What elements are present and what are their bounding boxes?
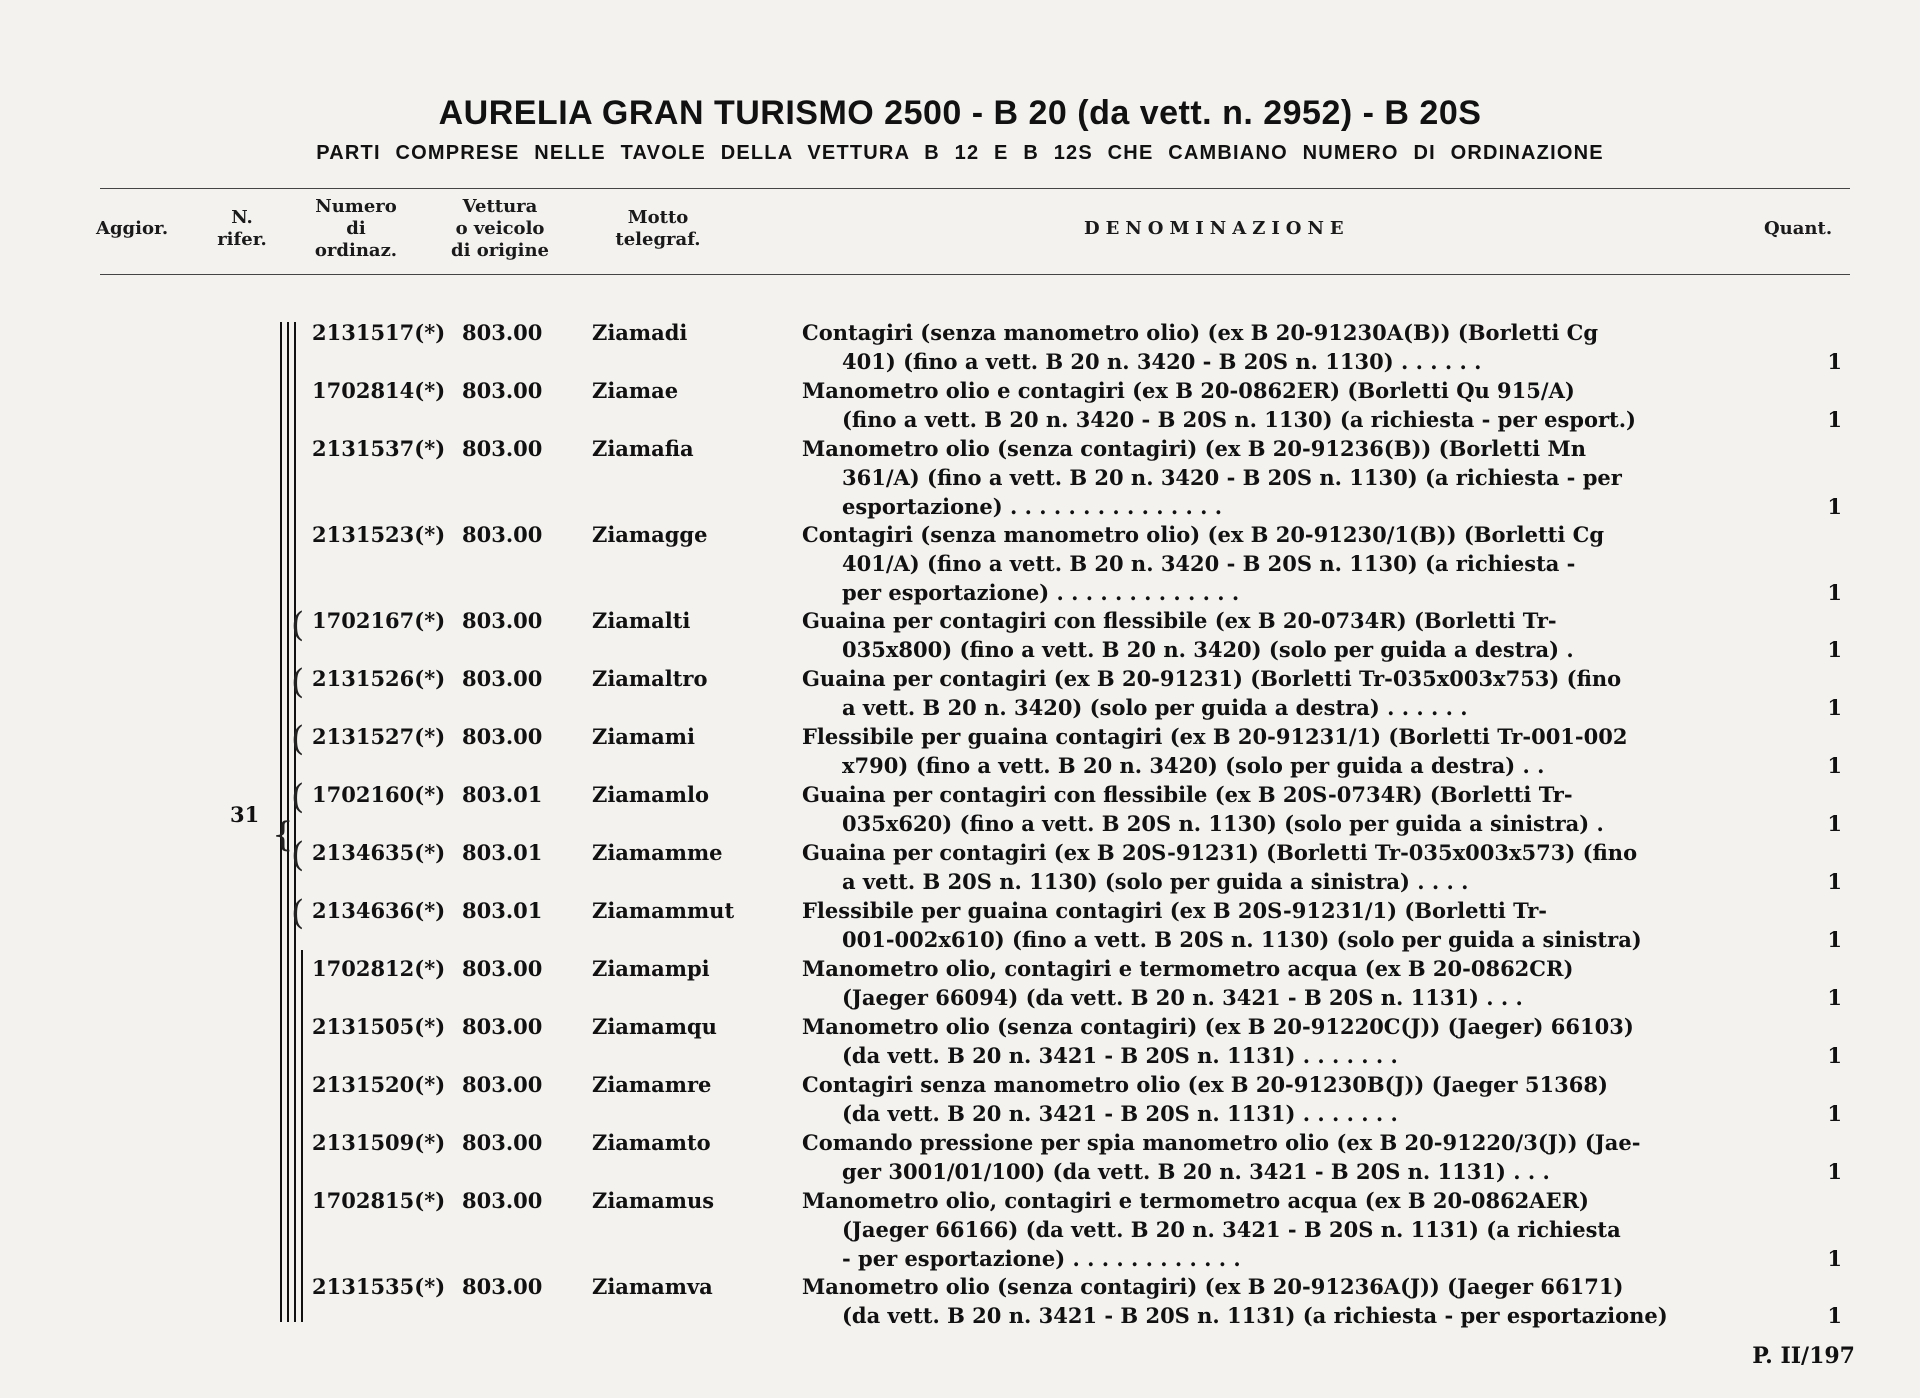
description-line: 401) (fino a vett. B 20 n. 3420 - B 20S n. 1130) . . . . . . bbox=[842, 349, 1482, 374]
telegraph-code: Ziamalti bbox=[592, 608, 691, 633]
order-number: 2131520(*) bbox=[312, 1072, 446, 1097]
description bbox=[802, 954, 1768, 1012]
vehicle-origin: 803.00 bbox=[462, 320, 543, 345]
quantity: 1 bbox=[1827, 349, 1842, 374]
description-line: (da vett. B 20 n. 3421 - B 20S n. 1131) . . . . . . . bbox=[842, 1101, 1398, 1126]
group-brace: ( bbox=[291, 835, 305, 875]
col-vettura-line2: o veicolo bbox=[455, 218, 545, 239]
description-line: Guaina per contagiri con flessibile (ex B 20-0734R) (Borletti Tr- bbox=[802, 608, 1557, 633]
description bbox=[802, 1128, 1768, 1186]
description-line: (fino a vett. B 20 n. 3420 - B 20S n. 1130) (a richiesta - per esport.) bbox=[842, 407, 1636, 432]
quantity: 1 bbox=[1827, 637, 1842, 662]
description-line: 401/A) (fino a vett. B 20 n. 3420 - B 20S n. 1130) (a richiesta - bbox=[842, 551, 1576, 576]
page-number: P. II/197 bbox=[1752, 1343, 1855, 1369]
col-denominazione: DENOMINAZIONE bbox=[1084, 218, 1350, 239]
col-vettura bbox=[432, 196, 568, 262]
col-motto-line2: telegraf. bbox=[615, 229, 701, 250]
description-line: Guaina per contagiri (ex B 20S-91231) (Borletti Tr-035x003x573) (fino bbox=[802, 840, 1638, 865]
quantity: 1 bbox=[1827, 1159, 1842, 1184]
vehicle-origin: 803.01 bbox=[462, 782, 543, 807]
quantity: 1 bbox=[1827, 1043, 1842, 1068]
order-number: 1702812(*) bbox=[312, 956, 446, 981]
description bbox=[802, 722, 1768, 780]
col-motto-line1: Motto bbox=[627, 207, 689, 228]
telegraph-code: Ziamampi bbox=[592, 956, 710, 981]
description-line: - per esportazione) . . . . . . . . . . . . bbox=[842, 1246, 1241, 1271]
description-line: Contagiri (senza manometro olio) (ex B 20-91230/1(B)) (Borletti Cg bbox=[802, 522, 1605, 547]
telegraph-code: Ziamammut bbox=[592, 898, 735, 923]
description-line: Manometro olio (senza contagiri) (ex B 20-91236(B)) (Borletti Mn bbox=[802, 436, 1586, 461]
description-line: a vett. B 20 n. 3420) (solo per guida a destra) . . . . . . bbox=[842, 695, 1468, 720]
quantity: 1 bbox=[1827, 1101, 1842, 1126]
telegraph-code: Ziamamva bbox=[592, 1274, 713, 1299]
reference-brace: { bbox=[272, 815, 294, 855]
order-number: 1702167(*) bbox=[312, 608, 446, 633]
header-bottom-rule bbox=[100, 274, 1850, 275]
description-line: Guaina per contagiri (ex B 20-91231) (Borletti Tr-035x003x753) (fino bbox=[802, 666, 1622, 691]
bracket-bar bbox=[294, 322, 296, 1322]
description bbox=[802, 376, 1768, 434]
description-line: Manometro olio (senza contagiri) (ex B 20-91236A(J)) (Jaeger 66171) bbox=[802, 1274, 1624, 1299]
bracket-bar bbox=[301, 950, 303, 1322]
description-line: Flessibile per guaina contagiri (ex B 20S-91231/1) (Borletti Tr- bbox=[802, 898, 1548, 923]
order-number: 2131517(*) bbox=[312, 320, 446, 345]
telegraph-code: Ziamaltro bbox=[592, 666, 708, 691]
order-number: 2134636(*) bbox=[312, 898, 446, 923]
col-aggior: Aggior. bbox=[96, 218, 169, 239]
quantity: 1 bbox=[1827, 407, 1842, 432]
col-numero bbox=[296, 196, 416, 262]
vehicle-origin: 803.00 bbox=[462, 436, 543, 461]
description-line: (Jaeger 66094) (da vett. B 20 n. 3421 - B 20S n. 1131) . . . bbox=[842, 985, 1523, 1010]
order-number: 2131509(*) bbox=[312, 1130, 446, 1155]
description-line: x790) (fino a vett. B 20 n. 3420) (solo per guida a destra) . . bbox=[842, 753, 1545, 778]
telegraph-code: Ziamami bbox=[592, 724, 695, 749]
col-vettura-line1: Vettura bbox=[462, 196, 538, 217]
description-line: Guaina per contagiri con flessibile (ex B 20S-0734R) (Borletti Tr- bbox=[802, 782, 1573, 807]
telegraph-code: Ziamamus bbox=[592, 1188, 715, 1213]
order-number: 2131527(*) bbox=[312, 724, 446, 749]
description-line: 035x620) (fino a vett. B 20S n. 1130) (solo per guida a sinistra) . bbox=[842, 811, 1604, 836]
quantity: 1 bbox=[1827, 811, 1842, 836]
description-line: Contagiri (senza manometro olio) (ex B 20-91230A(B)) (Borletti Cg bbox=[802, 320, 1599, 345]
telegraph-code: Ziamamqu bbox=[592, 1014, 717, 1039]
order-number: 2131523(*) bbox=[312, 522, 446, 547]
description-line: Manometro olio (senza contagiri) (ex B 20-91220C(J)) (Jaeger) 66103) bbox=[802, 1014, 1634, 1039]
description bbox=[802, 1012, 1768, 1070]
telegraph-code: Ziamamlo bbox=[592, 782, 709, 807]
col-quant: Quant. bbox=[1764, 218, 1833, 239]
order-number: 2131505(*) bbox=[312, 1014, 446, 1039]
description bbox=[802, 1272, 1768, 1330]
quantity: 1 bbox=[1827, 1246, 1842, 1271]
order-number: 1702160(*) bbox=[312, 782, 446, 807]
reference-number: 31 bbox=[230, 802, 260, 827]
vehicle-origin: 803.00 bbox=[462, 724, 543, 749]
description-line: esportazione) . . . . . . . . . . . . . . . bbox=[842, 494, 1223, 519]
description bbox=[802, 520, 1768, 607]
telegraph-code: Ziamamme bbox=[592, 840, 723, 865]
description bbox=[802, 838, 1768, 896]
vehicle-origin: 803.00 bbox=[462, 1072, 543, 1097]
description bbox=[802, 664, 1768, 722]
quantity: 1 bbox=[1827, 985, 1842, 1010]
quantity: 1 bbox=[1827, 494, 1842, 519]
vehicle-origin: 803.00 bbox=[462, 666, 543, 691]
vehicle-origin: 803.01 bbox=[462, 898, 543, 923]
col-numero-line1: Numero bbox=[315, 196, 397, 217]
description-line: 361/A) (fino a vett. B 20 n. 3420 - B 20S n. 1130) (a richiesta - per bbox=[842, 465, 1622, 490]
order-number: 1702815(*) bbox=[312, 1188, 446, 1213]
description-line: Manometro olio, contagiri e termometro acqua (ex B 20-0862AER) bbox=[802, 1188, 1589, 1213]
vehicle-origin: 803.00 bbox=[462, 1274, 543, 1299]
description bbox=[802, 434, 1768, 521]
document-title: AURELIA GRAN TURISMO 2500 - B 20 (da vett. n. 2952) - B 20S bbox=[438, 94, 1482, 132]
description bbox=[802, 1186, 1768, 1273]
quantity: 1 bbox=[1827, 580, 1842, 605]
telegraph-code: Ziamamto bbox=[592, 1130, 711, 1155]
group-brace: ( bbox=[291, 662, 305, 702]
description-line: Flessibile per guaina contagiri (ex B 20-91231/1) (Borletti Tr-001-002 bbox=[802, 724, 1628, 749]
quantity: 1 bbox=[1827, 695, 1842, 720]
telegraph-code: Ziamae bbox=[592, 378, 679, 403]
description-line: Manometro olio e contagiri (ex B 20-0862ER) (Borletti Qu 915/A) bbox=[802, 378, 1575, 403]
vehicle-origin: 803.00 bbox=[462, 956, 543, 981]
description-line: ger 3001/01/100) (da vett. B 20 n. 3421 - B 20S n. 1131) . . . bbox=[842, 1159, 1550, 1184]
vehicle-origin: 803.00 bbox=[462, 608, 543, 633]
quantity: 1 bbox=[1827, 927, 1842, 952]
col-nrif-line2: rifer. bbox=[217, 229, 267, 250]
quantity: 1 bbox=[1827, 1303, 1842, 1328]
order-number: 2131526(*) bbox=[312, 666, 446, 691]
telegraph-code: Ziamagge bbox=[592, 522, 708, 547]
description-line: 035x800) (fino a vett. B 20 n. 3420) (solo per guida a destra) . bbox=[842, 637, 1574, 662]
description bbox=[802, 780, 1768, 838]
telegraph-code: Ziamafia bbox=[592, 436, 694, 461]
group-brace: ( bbox=[291, 605, 305, 645]
col-nrif bbox=[212, 207, 272, 251]
col-motto bbox=[596, 207, 720, 251]
description-line: (da vett. B 20 n. 3421 - B 20S n. 1131) . . . . . . . bbox=[842, 1043, 1398, 1068]
quantity: 1 bbox=[1827, 753, 1842, 778]
order-number: 2131537(*) bbox=[312, 436, 446, 461]
vehicle-origin: 803.01 bbox=[462, 840, 543, 865]
quantity: 1 bbox=[1827, 869, 1842, 894]
order-number: 2134635(*) bbox=[312, 840, 446, 865]
description-line: a vett. B 20S n. 1130) (solo per guida a sinistra) . . . . bbox=[842, 869, 1469, 894]
col-nrif-line1: N. bbox=[231, 207, 253, 228]
vehicle-origin: 803.00 bbox=[462, 1188, 543, 1213]
document-subtitle: PARTI COMPRESE NELLE TAVOLE DELLA VETTURA B 12 E B 12S CHE CAMBIANO NUMERO DI ORDINAZIONE bbox=[316, 142, 1604, 164]
description-line: 001-002x610) (fino a vett. B 20S n. 1130) (solo per guida a sinistra) bbox=[842, 927, 1642, 952]
description-line: Contagiri senza manometro olio (ex B 20-91230B(J)) (Jaeger 51368) bbox=[802, 1072, 1608, 1097]
description bbox=[802, 1070, 1768, 1128]
order-number: 1702814(*) bbox=[312, 378, 446, 403]
description-line: per esportazione) . . . . . . . . . . . . . bbox=[842, 580, 1240, 605]
col-numero-line3: ordinaz. bbox=[314, 240, 398, 261]
telegraph-code: Ziamamre bbox=[592, 1072, 712, 1097]
vehicle-origin: 803.00 bbox=[462, 522, 543, 547]
telegraph-code: Ziamadi bbox=[592, 320, 688, 345]
group-brace: ( bbox=[291, 777, 305, 817]
description-line: (da vett. B 20 n. 3421 - B 20S n. 1131) (a richiesta - per esportazione) bbox=[842, 1303, 1668, 1328]
vehicle-origin: 803.00 bbox=[462, 1014, 543, 1039]
description-line: (Jaeger 66166) (da vett. B 20 n. 3421 - B 20S n. 1131) (a richiesta bbox=[842, 1217, 1621, 1242]
description bbox=[802, 606, 1768, 664]
group-brace: ( bbox=[291, 893, 305, 933]
order-number: 2131535(*) bbox=[312, 1274, 446, 1299]
description-line: Comando pressione per spia manometro olio (ex B 20-91220/3(J)) (Jae- bbox=[802, 1130, 1641, 1155]
col-vettura-line3: di origine bbox=[451, 240, 549, 261]
description bbox=[802, 318, 1768, 376]
description bbox=[802, 896, 1768, 954]
vehicle-origin: 803.00 bbox=[462, 378, 543, 403]
group-brace: ( bbox=[291, 719, 305, 759]
header-top-rule bbox=[100, 188, 1850, 189]
description-line: Manometro olio, contagiri e termometro acqua (ex B 20-0862CR) bbox=[802, 956, 1574, 981]
col-numero-line2: di bbox=[346, 218, 366, 239]
vehicle-origin: 803.00 bbox=[462, 1130, 543, 1155]
